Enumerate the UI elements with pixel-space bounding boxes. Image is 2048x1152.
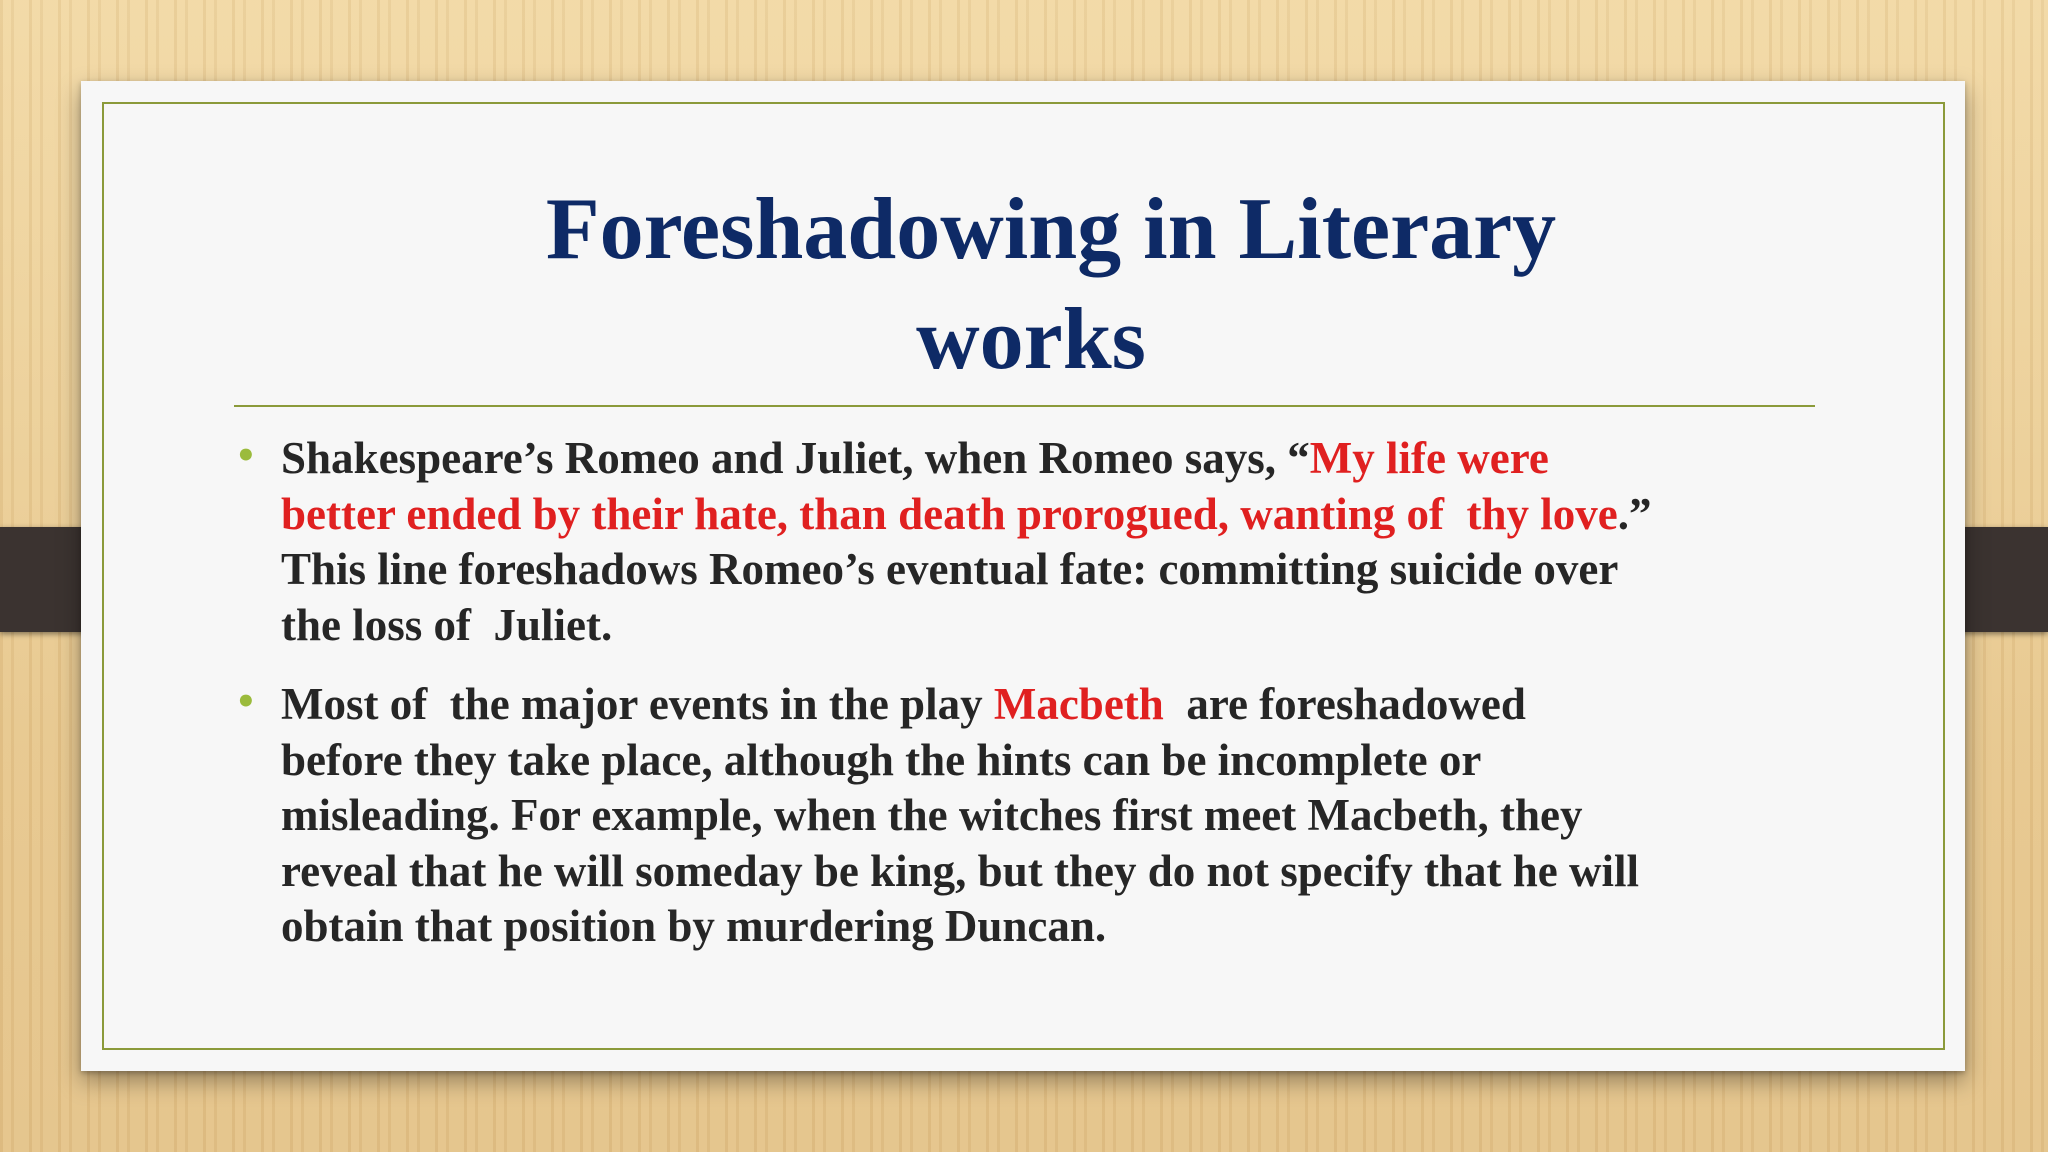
bullet-item-romeo-juliet [235, 431, 1901, 653]
bullet-line [281, 733, 1901, 789]
slide-title-line-2: works [916, 291, 1146, 388]
bullet-text: are foreshadowed [1163, 679, 1526, 729]
bullet-text: This line foreshadows Romeo’s eventual fate: committing suicide over [281, 544, 1619, 594]
bullet-text: misleading. For example, when the witches first meet Macbeth, they [281, 790, 1583, 840]
quote-highlight: better ended by their hate, than death prorogued, wanting of thy love [281, 488, 1618, 539]
bullet-line [281, 487, 1901, 543]
bullet-line [281, 542, 1901, 598]
bullet-text: the loss of Juliet. [281, 599, 613, 650]
slide-card [81, 81, 1965, 1071]
bullet-text: reveal that he will someday be king, but they do not specify that he will [281, 845, 1639, 896]
bullet-list [235, 431, 1901, 955]
bullet-item-macbeth [235, 677, 1901, 955]
bullet-line [281, 844, 1901, 900]
bullet-line [281, 431, 1901, 487]
bullet-line [281, 788, 1901, 844]
bullet-text: before they take place, although the hints can be incomplete or [281, 734, 1482, 785]
bullet-line [281, 598, 1901, 654]
bullet-text: obtain that position by murdering Duncan. [281, 901, 1107, 951]
bullet-text: Shakespeare’s Romeo and Juliet, when Romeo says, “ [281, 433, 1310, 483]
bullet-text: .” [1617, 488, 1652, 539]
bullet-dot-icon: • [235, 682, 257, 722]
bullet-dot-icon: • [235, 436, 257, 476]
bullet-line [281, 677, 1901, 733]
title-highlight: Macbeth [993, 679, 1164, 729]
title-divider [234, 405, 1815, 407]
slide-title-line-1: Foreshadowing in Literary [545, 181, 1557, 278]
bullet-line [281, 899, 1901, 955]
bullet-text: Most of the major events in the play [281, 679, 994, 729]
slide-title [281, 175, 1781, 395]
quote-highlight: My life were [1309, 433, 1549, 483]
